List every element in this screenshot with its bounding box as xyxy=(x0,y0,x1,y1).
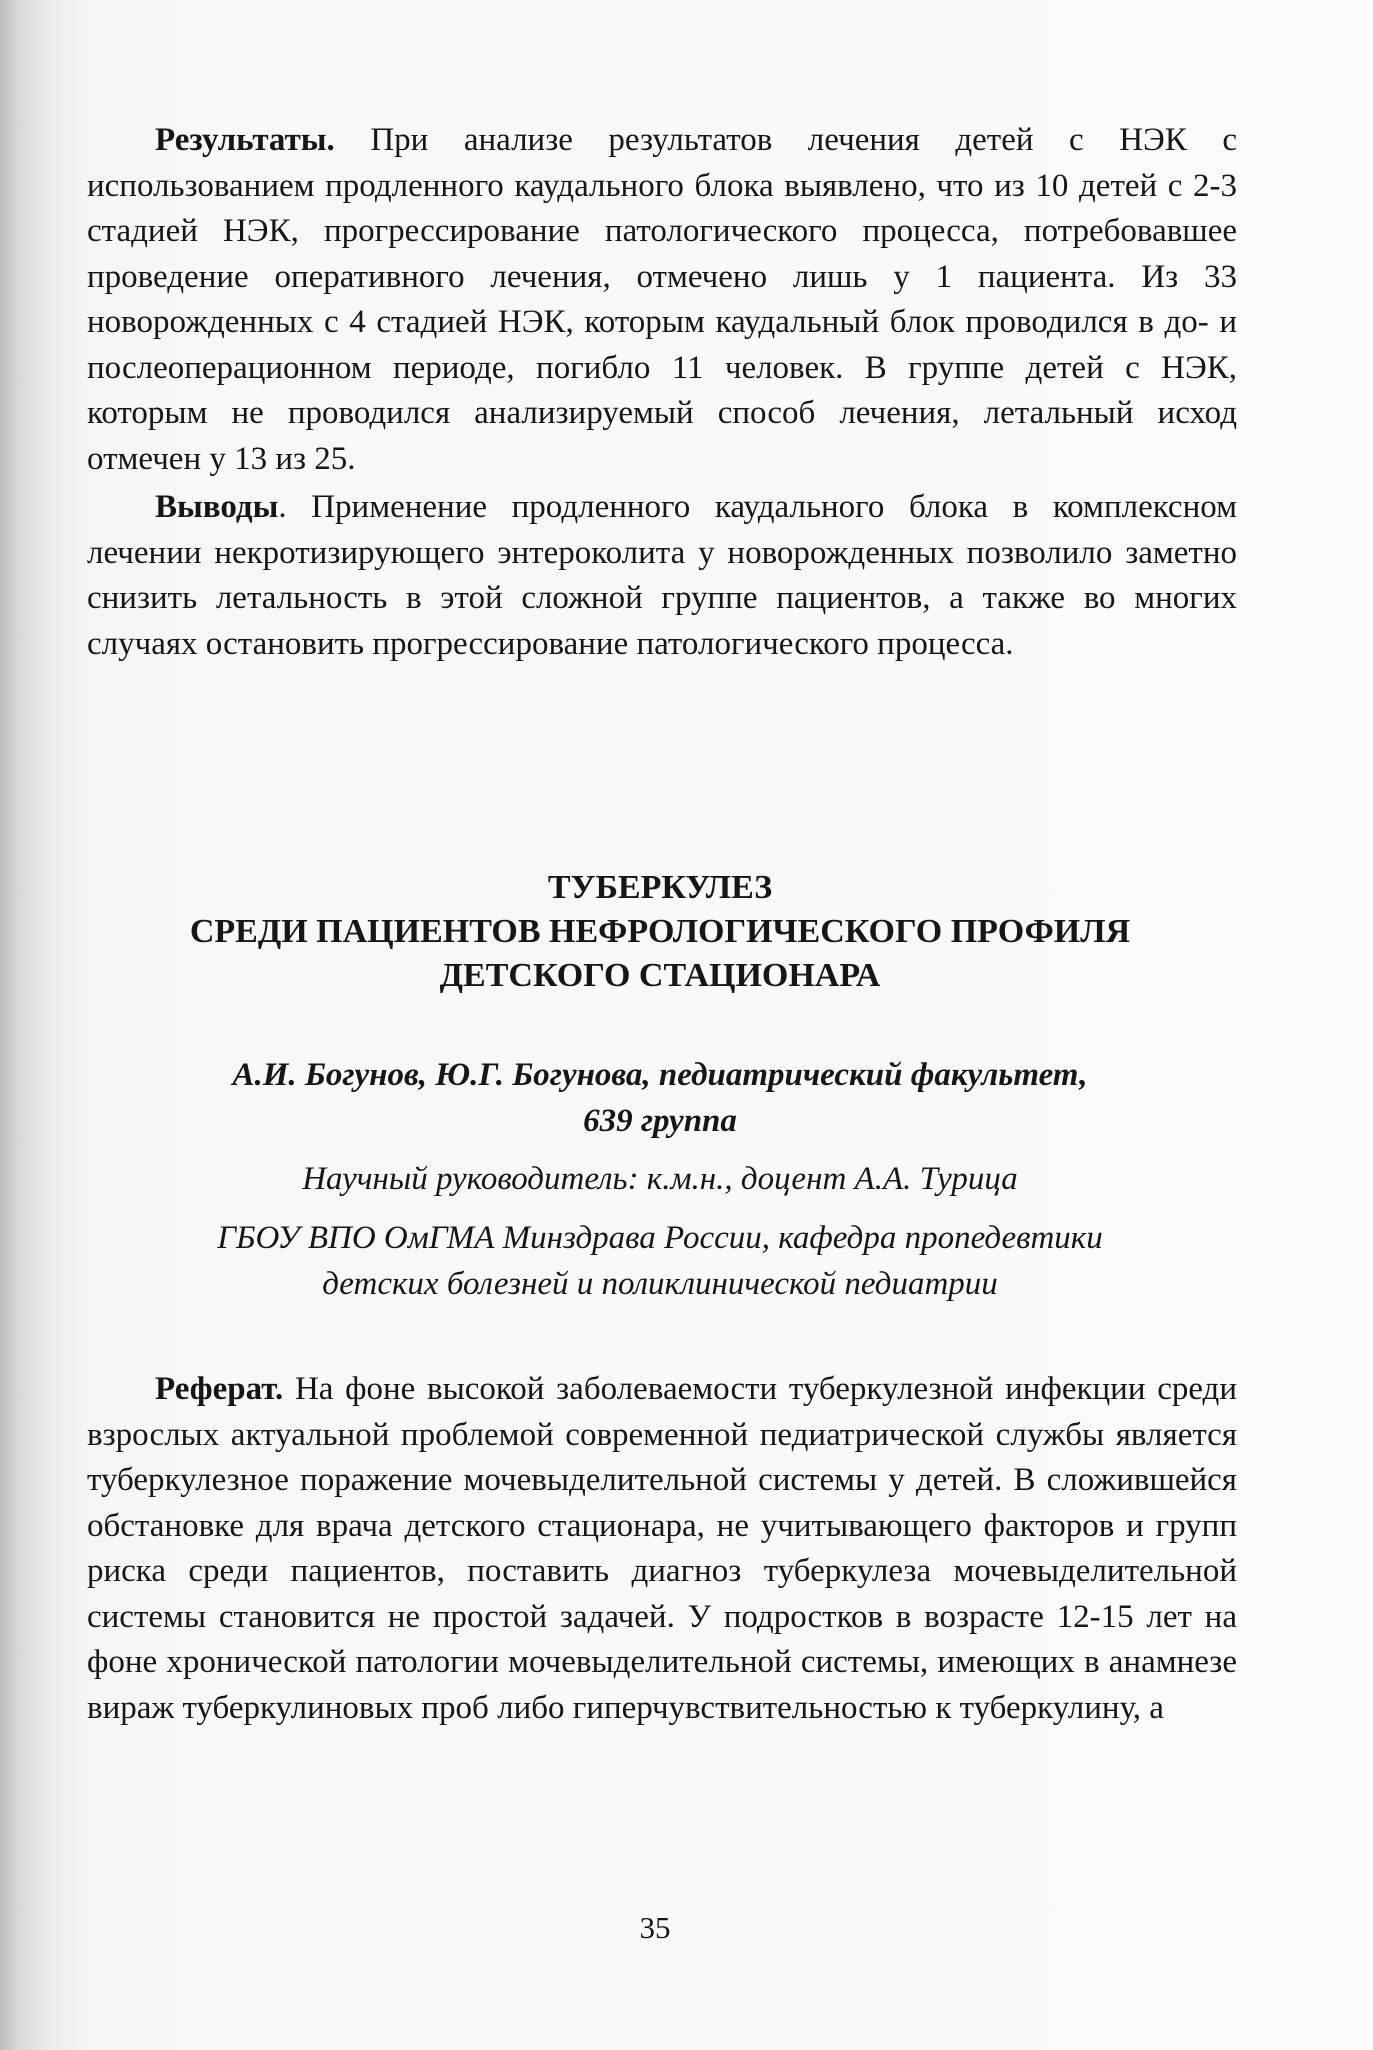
organization-line: детских болезней и поликлинической педиатрии xyxy=(322,1266,998,1302)
results-paragraph xyxy=(87,118,1237,482)
results-heading: Результаты. xyxy=(155,122,335,158)
article-supervisor: Научный руководитель: к.м.н., доцент А.А. Турица xyxy=(302,1161,1018,1197)
abstract-heading: Реферат. xyxy=(155,1371,284,1407)
authors-line: 639 группа xyxy=(583,1103,737,1139)
abstract-text: На фоне высокой заболеваемости туберкулезной инфекции среди взрослых актуальной проблемой современной педиатрической службы является туберкулезное поражение мочевыделительной системы у детей. В сложившейся обстановке для врача детского стационара, не учитывающего факторов и групп риска среди пациентов, поставить диагноз туберкулеза мочевыделительной системы становится не простой задачей. У подростков в возрасте 12-15 лет на фоне хронической патологии мочевыделительной системы, имеющих в анамнезе вираж туберкулиновых проб либо гиперчувствительностью к туберкулину, а xyxy=(87,1371,1237,1726)
title-line: СРЕДИ ПАЦИЕНТОВ НЕФРОЛОГИЧЕСКОГО ПРОФИЛЯ xyxy=(189,913,1131,950)
conclusions-text: . Применение продленного каудального блока в комплексном лечении некротизирующего энтероколита у новорожденных позволило заметно снизить летальность в этой сложной группе пациентов, а также во многих случаях остановить прогрессирование патологического процесса. xyxy=(87,489,1237,662)
article-title xyxy=(60,866,1260,998)
abstract-paragraph xyxy=(87,1367,1237,1731)
top-section xyxy=(87,118,1237,667)
title-line: ТУБЕРКУЛЕЗ xyxy=(547,869,773,906)
conclusions-paragraph xyxy=(87,485,1237,667)
abstract-section xyxy=(87,1367,1237,1731)
results-text: При анализе результатов лечения детей с НЭК с использованием продленного каудального блока выявлено, что из 10 детей с 2-3 стадией НЭК, прогрессирование патологического процесса, потребовавшее проведение оперативного лечения, отмечено лишь у 1 пациента. Из 33 новорожденных с 4 стадией НЭК, которым каудальный блок проводился в до- и послеоперационном периоде, погибло 11 человек. В группе детей с НЭК, которым не проводился анализируемый способ лечения, летальный исход отмечен у 13 из 25. xyxy=(87,122,1237,477)
page-number: 35 xyxy=(639,1910,671,1945)
authors-line: А.И. Богунов, Ю.Г. Богунова, педиатрический факультет, xyxy=(232,1057,1088,1093)
article-authors xyxy=(60,1052,1260,1144)
article-organization xyxy=(60,1215,1260,1307)
conclusions-heading: Выводы xyxy=(155,489,279,525)
organization-line: ГБОУ ВПО ОмГМА Минздрава России, кафедра пропедевтики xyxy=(217,1220,1103,1256)
title-line: ДЕТСКОГО СТАЦИОНАРА xyxy=(439,957,881,994)
